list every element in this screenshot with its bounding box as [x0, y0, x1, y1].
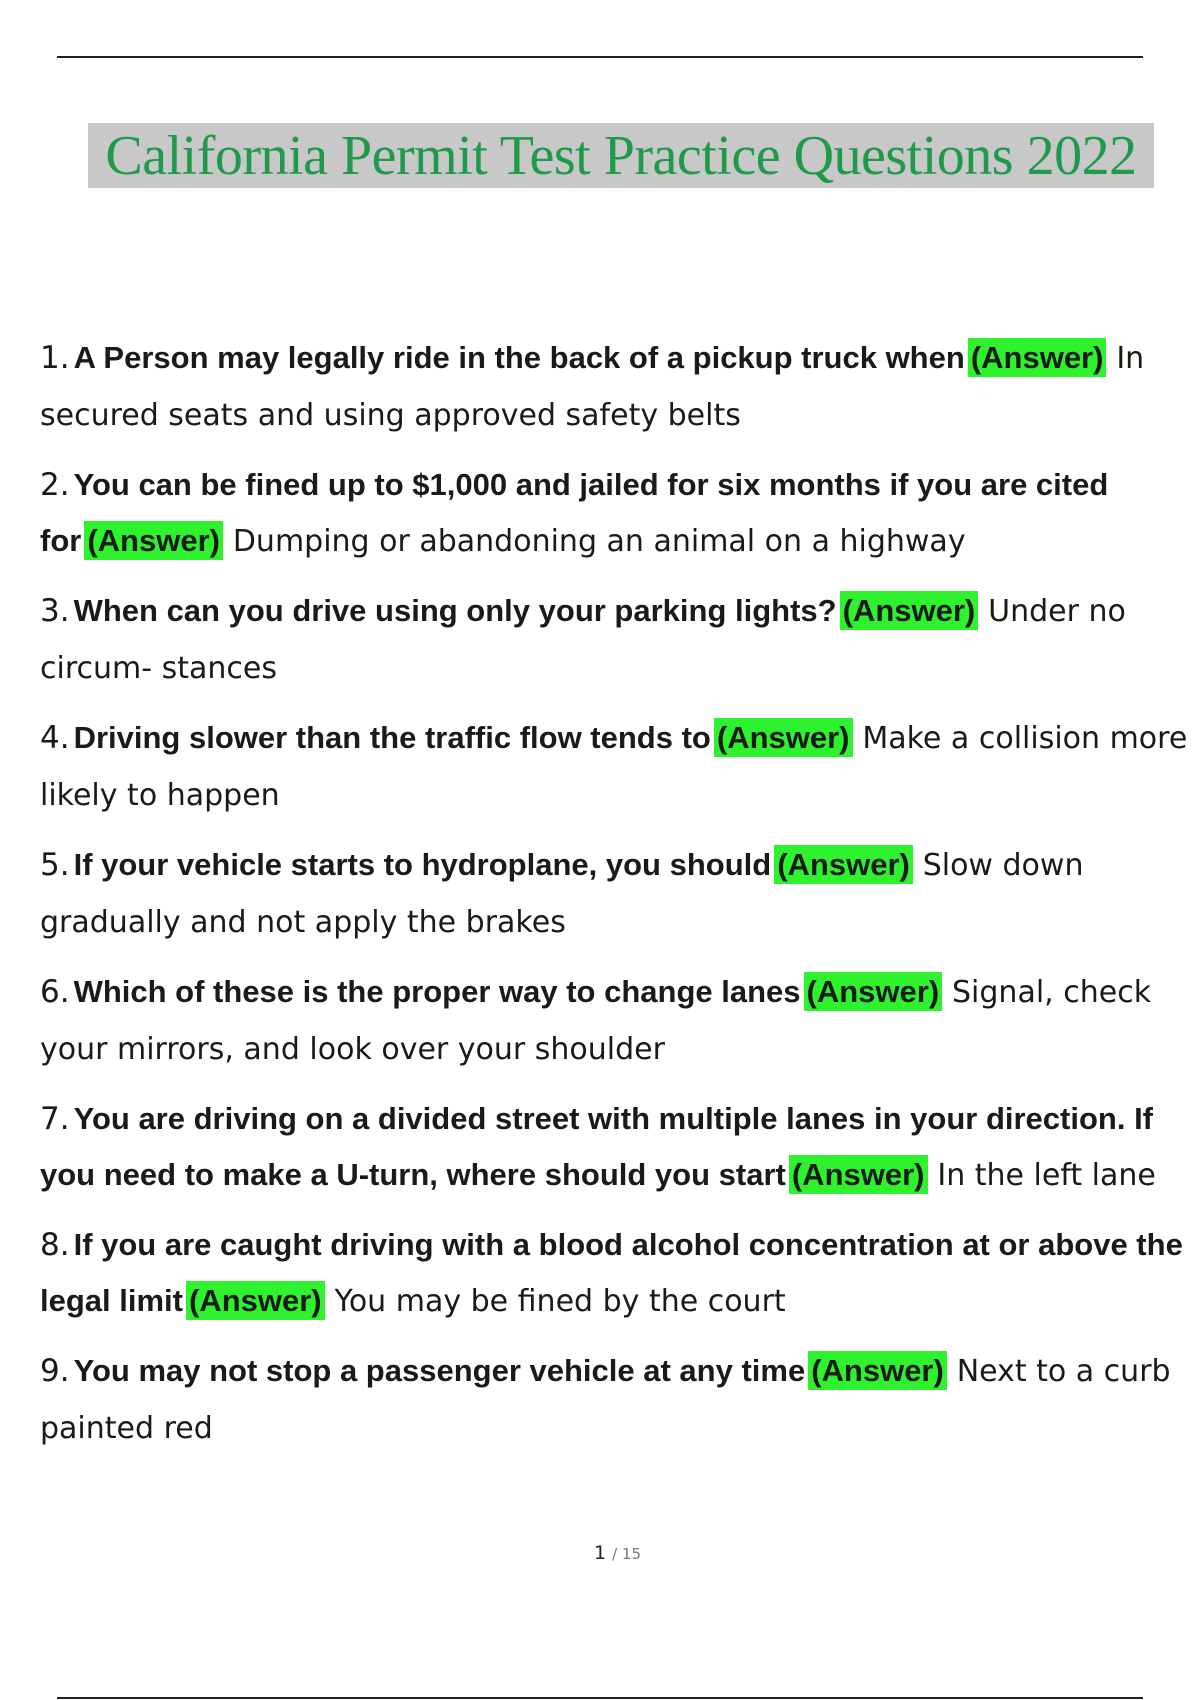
question-item [40, 710, 1190, 824]
answer-label: (Answer) [808, 1351, 947, 1390]
question-text: You can be fined up to $1,000 and jailed for six months if you are cited for [40, 467, 1109, 558]
question-list [40, 330, 1190, 1470]
page-indicator [0, 1542, 1200, 1564]
question-number: 7. [40, 1101, 70, 1137]
question-text: If you are caught driving with a blood alcohol concentration at or above the legal limit [40, 1227, 1183, 1318]
question-item [40, 330, 1190, 444]
question-item [40, 964, 1190, 1078]
answer-label: (Answer) [968, 338, 1107, 377]
answer-label: (Answer) [789, 1155, 928, 1194]
page-current: 1 [593, 1542, 607, 1564]
question-item [40, 583, 1190, 697]
answer-text: Signal, check your mirrors, and look over your shoulder [40, 975, 1152, 1067]
question-item [40, 837, 1190, 951]
answer-label: (Answer) [84, 521, 223, 560]
answer-text: Next to a curb painted red [40, 1354, 1171, 1446]
answer-text: In the left lane [937, 1158, 1156, 1193]
answer-label: (Answer) [186, 1281, 325, 1320]
question-number: 1. [40, 340, 70, 376]
question-number: 2. [40, 467, 70, 503]
question-number: 4. [40, 720, 70, 756]
question-text: If your vehicle starts to hydroplane, you should [73, 847, 772, 882]
question-number: 6. [40, 974, 70, 1010]
answer-text: In secured seats and using approved safety belts [40, 341, 1145, 433]
answer-text: You may be fined by the court [334, 1284, 786, 1319]
question-number: 9. [40, 1353, 70, 1389]
question-item [40, 1217, 1190, 1330]
question-text: You may not stop a passenger vehicle at any time [73, 1353, 806, 1388]
question-text: You are driving on a divided street with multiple lanes in your direction. If you need to make a U-turn, where should you start [40, 1101, 1154, 1192]
answer-label: (Answer) [840, 591, 979, 630]
bottom-divider [57, 1697, 1143, 1699]
question-text: A Person may legally ride in the back of a pickup truck when [73, 340, 965, 375]
title-banner [88, 123, 1154, 188]
question-number: 5. [40, 847, 70, 883]
top-divider [57, 56, 1143, 58]
question-item [40, 457, 1190, 570]
question-text: Driving slower than the traffic flow tends to [73, 720, 711, 755]
document-title: California Permit Test Practice Questions 2022 [105, 124, 1137, 187]
question-number: 8. [40, 1227, 70, 1263]
answer-label: (Answer) [714, 718, 853, 757]
answer-text: Dumping or abandoning an animal on a highway [232, 524, 966, 559]
question-item [40, 1091, 1190, 1204]
question-number: 3. [40, 593, 70, 629]
page-total: / 15 [612, 1545, 642, 1563]
answer-label: (Answer) [804, 972, 943, 1011]
question-text: Which of these is the proper way to change lanes [73, 974, 801, 1009]
question-text: When can you drive using only your parking lights? [73, 593, 837, 628]
answer-text: Under no circum- stances [40, 594, 1126, 686]
answer-text: Slow down gradually and not apply the brakes [40, 848, 1084, 940]
answer-label: (Answer) [774, 845, 913, 884]
answer-text: Make a collision more likely to happen [40, 721, 1188, 813]
question-item [40, 1343, 1190, 1457]
